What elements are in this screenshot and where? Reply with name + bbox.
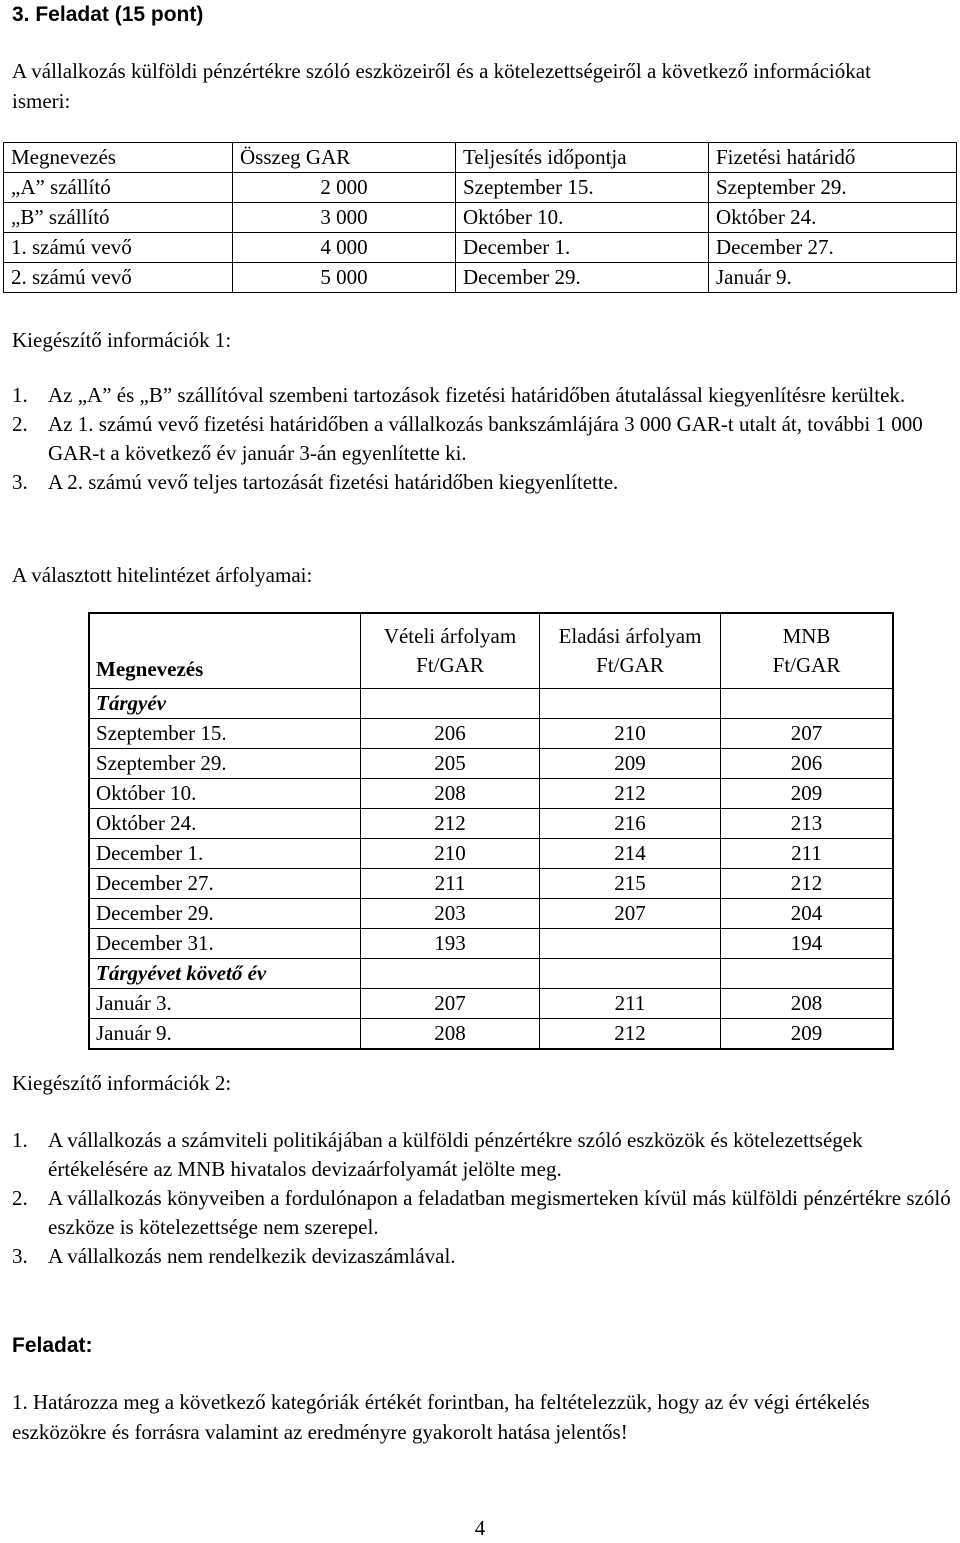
cell: 4 000 xyxy=(233,233,456,263)
cell: 212 xyxy=(361,809,540,839)
intro-paragraph: A vállalkozás külföldi pénzértékre szóló eszközeiről és a kötelezettségeiről a következő információkat ismeri: xyxy=(12,59,871,113)
item-number: 3. xyxy=(12,470,28,494)
cell: 207 xyxy=(721,719,894,749)
list-item xyxy=(12,1126,952,1184)
header-cell xyxy=(361,613,540,689)
cell: „A” szállító xyxy=(4,173,233,203)
cell: 212 xyxy=(721,869,894,899)
cell: Január 9. xyxy=(709,263,957,293)
cell: 205 xyxy=(361,749,540,779)
header-line: MNB xyxy=(782,624,831,648)
cell: 211 xyxy=(540,989,721,1019)
header-cell: Teljesítés időpontja xyxy=(456,143,709,173)
cell: „B” szállító xyxy=(4,203,233,233)
cell: Január 3. xyxy=(89,989,361,1019)
exchange-rates-table xyxy=(88,612,894,1050)
item-text: Az 1. számú vevő fizetési határidőben a vállalkozás bankszámlájára 3 000 GAR-t utalt át, további 1 000 GAR-t a következő év január 3-án egyenlítette ki. xyxy=(48,412,923,465)
cell: Október 24. xyxy=(89,809,361,839)
header-cell xyxy=(540,613,721,689)
task-heading: Feladat: xyxy=(12,1334,93,1357)
item-number: 1. xyxy=(12,1128,28,1152)
table-row xyxy=(89,779,893,809)
cell: 1. számú vevő xyxy=(4,233,233,263)
table-row xyxy=(89,869,893,899)
table-row xyxy=(89,1019,893,1050)
foreign-items-table xyxy=(3,142,957,293)
cell: 212 xyxy=(540,779,721,809)
exchange-rates-caption: A választott hitelintézet árfolyamai: xyxy=(12,563,313,587)
cell: December 1. xyxy=(456,233,709,263)
table-row xyxy=(89,839,893,869)
cell: 2. számú vevő xyxy=(4,263,233,293)
cell: Szeptember 29. xyxy=(709,173,957,203)
item-text: A vállalkozás könyveiben a fordulónapon a feladatban megismerteken kívül más külföldi pénzértékre szóló eszköze is kötelezettsége nem szerepel. xyxy=(48,1186,951,1239)
list-item xyxy=(12,468,952,497)
cell: 214 xyxy=(540,839,721,869)
cell: Január 9. xyxy=(89,1019,361,1050)
cell: 212 xyxy=(540,1019,721,1050)
table-row xyxy=(4,203,957,233)
supplementary-info-1-title: Kiegészítő információk 1: xyxy=(12,328,232,352)
cell xyxy=(361,959,540,989)
cell: 5 000 xyxy=(233,263,456,293)
table-row xyxy=(4,233,957,263)
item-number: 3. xyxy=(12,1244,28,1268)
cell xyxy=(721,959,894,989)
page-number: 4 xyxy=(474,1516,486,1540)
cell: 210 xyxy=(361,839,540,869)
header-cell: Megnevezés xyxy=(89,613,361,689)
header-line: Ft/GAR xyxy=(596,653,664,677)
cell xyxy=(361,689,540,719)
section-label: Tárgyévet követő év xyxy=(89,959,361,989)
table-row xyxy=(89,719,893,749)
cell xyxy=(721,689,894,719)
table-row xyxy=(89,749,893,779)
item-number: 1. xyxy=(12,383,28,407)
cell: 208 xyxy=(361,1019,540,1050)
task-title: 3. Feladat (15 pont) xyxy=(12,3,204,26)
cell: 207 xyxy=(540,899,721,929)
table-row xyxy=(4,263,957,293)
table-header-row xyxy=(89,613,893,689)
cell: December 29. xyxy=(89,899,361,929)
task-paragraph: 1. Határozza meg a következő kategóriák értékét forintban, ha feltételezzük, hogy az év végi értékelés eszközökre és forrásra valamint az eredményre gyakorolt hatása jelentős! xyxy=(12,1390,870,1444)
header-cell xyxy=(721,613,894,689)
cell xyxy=(540,929,721,959)
cell: 194 xyxy=(721,929,894,959)
cell: December 1. xyxy=(89,839,361,869)
cell: December 27. xyxy=(709,233,957,263)
cell: 203 xyxy=(361,899,540,929)
header-line: Vételi árfolyam xyxy=(383,624,517,648)
cell: Október 10. xyxy=(89,779,361,809)
table-row xyxy=(89,899,893,929)
cell: 215 xyxy=(540,869,721,899)
list-item xyxy=(12,1184,952,1242)
item-text: A vállalkozás a számviteli politikájában a külföldi pénzértékre szóló eszközök és kötelezettségek értékelésére az MNB hivatalos devizaárfolyamát jelölte meg. xyxy=(48,1128,863,1181)
cell xyxy=(540,689,721,719)
item-text: Az „A” és „B” szállítóval szembeni tartozások fizetési határidőben átutalással kiegyenlítésre kerültek. xyxy=(48,383,906,407)
header-line: Eladási árfolyam xyxy=(558,624,702,648)
header-line: Ft/GAR xyxy=(772,653,841,677)
table-row xyxy=(89,809,893,839)
list-item xyxy=(12,410,952,468)
table-row xyxy=(4,173,957,203)
cell: Október 10. xyxy=(456,203,709,233)
cell: 208 xyxy=(361,779,540,809)
cell: 193 xyxy=(361,929,540,959)
table-row xyxy=(89,989,893,1019)
cell: 206 xyxy=(721,749,894,779)
section-row xyxy=(89,959,893,989)
header-line: Ft/GAR xyxy=(416,653,484,677)
supplementary-info-1-list xyxy=(12,381,952,497)
header-cell: Fizetési határidő xyxy=(709,143,957,173)
supplementary-info-2-list xyxy=(12,1126,952,1271)
cell: 211 xyxy=(361,869,540,899)
cell: 213 xyxy=(721,809,894,839)
cell: 209 xyxy=(721,779,894,809)
cell: 207 xyxy=(361,989,540,1019)
cell: 210 xyxy=(540,719,721,749)
cell: Október 24. xyxy=(709,203,957,233)
item-number: 2. xyxy=(12,412,28,436)
table-header-row xyxy=(4,143,957,173)
cell: 208 xyxy=(721,989,894,1019)
cell: 216 xyxy=(540,809,721,839)
cell: 3 000 xyxy=(233,203,456,233)
header-cell: Összeg GAR xyxy=(233,143,456,173)
cell: Szeptember 15. xyxy=(456,173,709,203)
supplementary-info-2-title: Kiegészítő információk 2: xyxy=(12,1071,232,1095)
section-row xyxy=(89,689,893,719)
cell: 209 xyxy=(721,1019,894,1050)
cell: December 29. xyxy=(456,263,709,293)
cell: 2 000 xyxy=(233,173,456,203)
cell: 211 xyxy=(721,839,894,869)
section-label: Tárgyév xyxy=(89,689,361,719)
cell: Szeptember 15. xyxy=(89,719,361,749)
item-number: 2. xyxy=(12,1186,28,1210)
cell xyxy=(540,959,721,989)
item-text: A 2. számú vevő teljes tartozását fizetési határidőben kiegyenlítette. xyxy=(48,470,619,494)
cell: 204 xyxy=(721,899,894,929)
cell: 206 xyxy=(361,719,540,749)
cell: 209 xyxy=(540,749,721,779)
list-item xyxy=(12,1242,952,1271)
cell: December 31. xyxy=(89,929,361,959)
table-row xyxy=(89,929,893,959)
cell: Szeptember 29. xyxy=(89,749,361,779)
item-text: A vállalkozás nem rendelkezik devizaszámlával. xyxy=(48,1244,456,1268)
cell: December 27. xyxy=(89,869,361,899)
header-cell: Megnevezés xyxy=(4,143,233,173)
list-item xyxy=(12,381,952,410)
